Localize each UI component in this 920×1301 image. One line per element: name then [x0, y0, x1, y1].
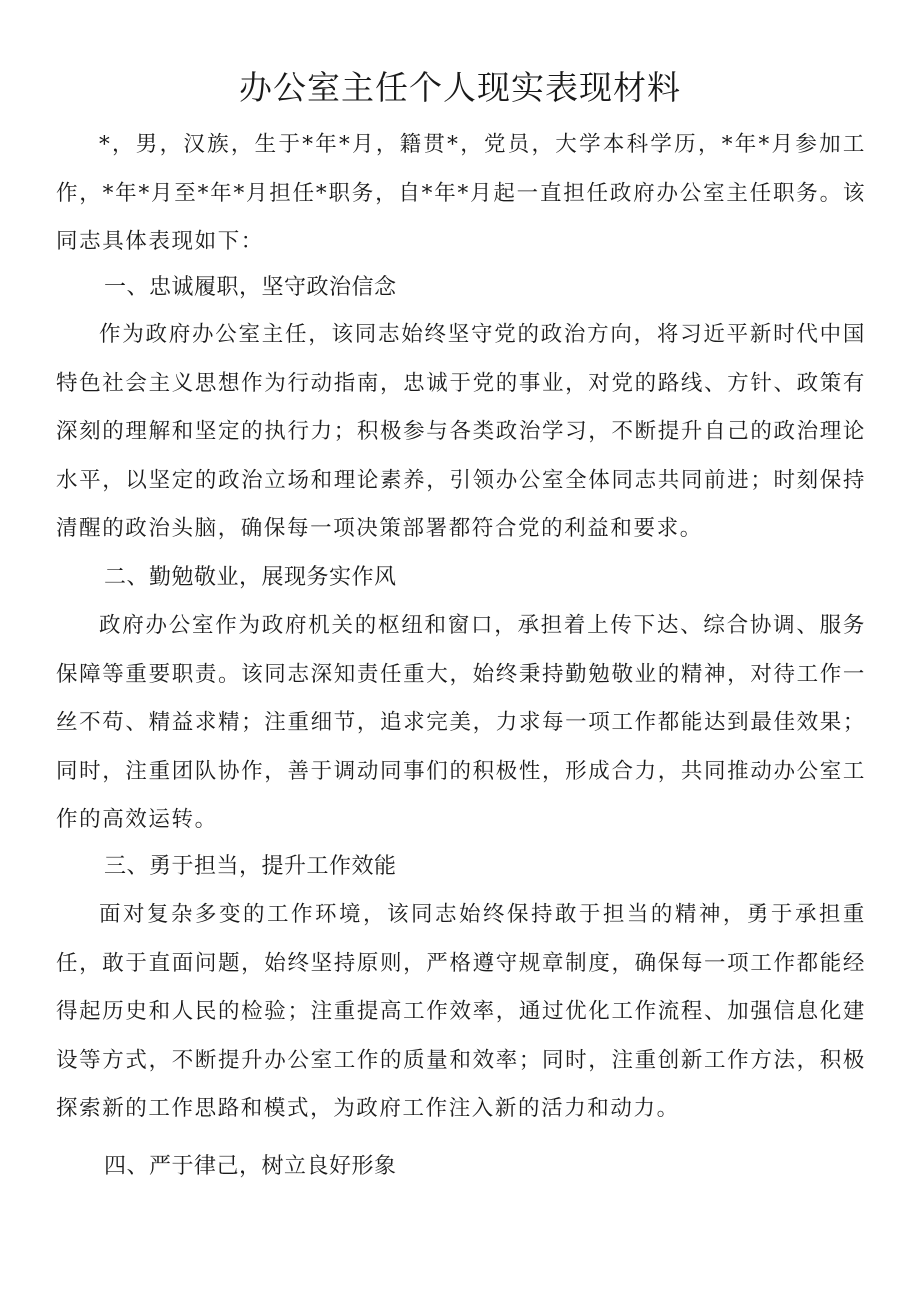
section-2-heading: 二、勤勉敬业，展现务实作风: [104, 565, 397, 590]
intro-paragraph: *，男，汉族，生于*年*月，籍贯*，党员，大学本科学历，*年*月参加工作，*年*月至*年*月担任*职务，自*年*月起一直担任政府办公室主任职务。该同志具体表现如下：: [56, 132, 866, 254]
section-1-heading: 一、忠诚履职，坚守政治信念: [104, 275, 397, 300]
section-4-heading: 四、严于律己，树立良好形象: [104, 1154, 397, 1179]
section-2-body: 政府办公室作为政府机关的枢纽和窗口，承担着上传下达、综合协调、服务保障等重要职责。该同志深知责任重大，始终秉持勤勉敬业的精神，对待工作一丝不苟、精益求精；注重细节，追求完美，力求每一项工作都能达到最佳效果；同时，注重团队协作，善于调动同事们的积极性，形成合力，共同推动办公室工作的高效运转。: [56, 613, 866, 832]
document-title: 办公室主任个人现实表现材料: [239, 68, 681, 107]
section-3-heading: 三、勇于担当，提升工作效能: [104, 854, 397, 879]
section-3-body: 面对复杂多变的工作环境，该同志始终保持敢于担当的精神，勇于承担重任，敢于直面问题，始终坚持原则，严格遵守规章制度，确保每一项工作都能经得起历史和人民的检验；注重提高工作效率，通过优化工作流程、加强信息化建设等方式，不断提升办公室工作的质量和效率；同时，注重创新工作方法，积极探索新的工作思路和模式，为政府工作注入新的活力和动力。: [56, 902, 866, 1121]
section-1-body: 作为政府办公室主任，该同志始终坚守党的政治方向，将习近平新时代中国特色社会主义思想作为行动指南，忠诚于党的事业，对党的路线、方针、政策有深刻的理解和坚定的执行力；积极参与各类政治学习，不断提升自己的政治理论水平，以坚定的政治立场和理论素养，引领办公室全体同志共同前进；时刻保持清醒的政治头脑，确保每一项决策部署都符合党的利益和要求。: [56, 322, 866, 541]
